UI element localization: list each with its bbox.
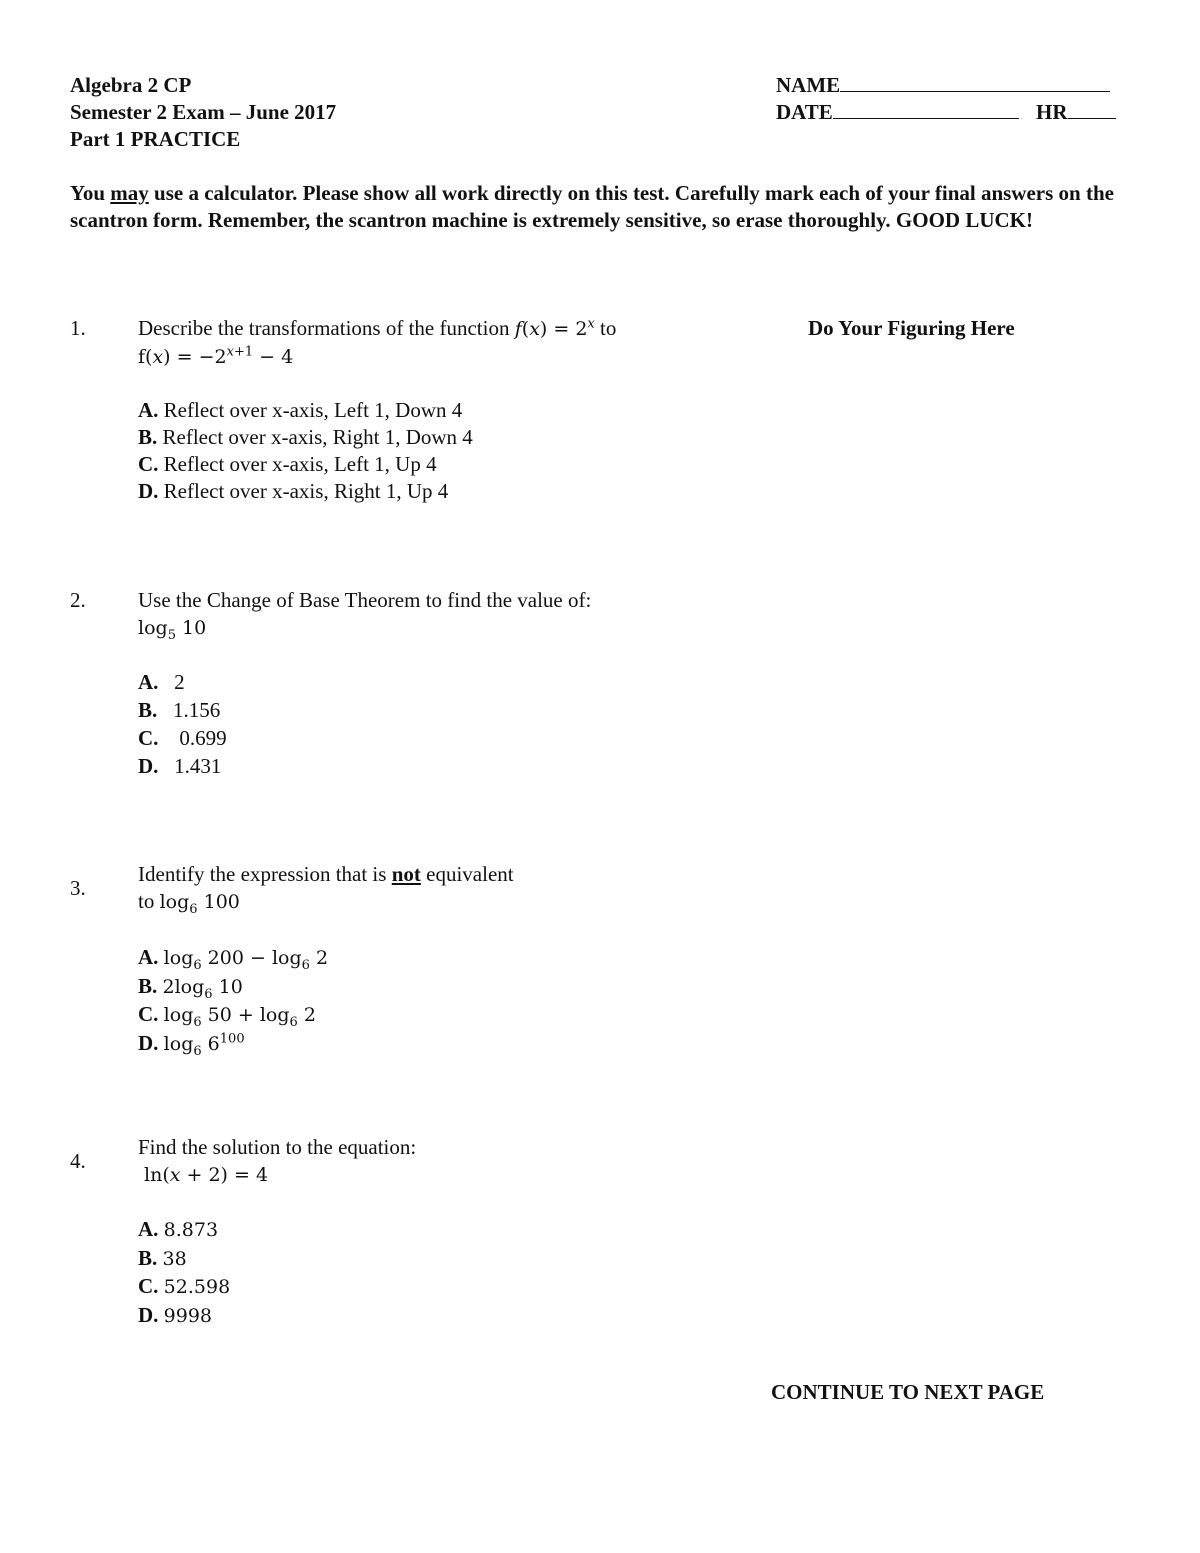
- question-3-options: [138, 944, 328, 1058]
- option-label: B.: [138, 973, 158, 998]
- option-label: D.: [138, 479, 159, 503]
- option-text: 52.598: [163, 1276, 231, 1298]
- hr-blank[interactable]: [1068, 99, 1116, 119]
- name-label: NAME: [776, 73, 841, 97]
- course-title: Algebra 2 CP: [70, 73, 192, 97]
- question-1-number: 1.: [70, 316, 86, 340]
- option-math: $\log_6 50 + \log_6 2$: [163, 1004, 316, 1030]
- option-text: 38: [162, 1247, 187, 1270]
- option-label: D.: [138, 1030, 159, 1055]
- option-1c[interactable]: [138, 451, 473, 478]
- option-1a[interactable]: [138, 397, 473, 424]
- question-3-prompt-emph: not: [391, 862, 421, 886]
- option-2a[interactable]: [138, 668, 227, 696]
- question-1-options: [138, 397, 473, 505]
- part-title: Part 1 PRACTICE: [70, 127, 241, 151]
- question-3-prompt-post: equivalent: [420, 862, 514, 886]
- question-1-prompt: Describe the transformations of the function: [138, 316, 515, 340]
- option-text: 2: [174, 670, 185, 694]
- name-blank[interactable]: [840, 72, 1110, 92]
- option-text: 9998: [163, 1304, 213, 1327]
- question-3-number: 3.: [70, 876, 86, 900]
- option-label: A.: [138, 398, 159, 422]
- option-math: $2\log_6$ 10: [162, 975, 243, 1002]
- question-4-options: [138, 1216, 230, 1330]
- figuring-label: Do Your Figuring Here: [808, 316, 1015, 340]
- option-1b[interactable]: [138, 424, 473, 451]
- option-1d[interactable]: [138, 478, 473, 505]
- option-4c[interactable]: [138, 1273, 230, 1302]
- option-text: 8.873: [163, 1219, 219, 1241]
- option-label: C.: [138, 726, 159, 750]
- option-math: $\log_6 6^{100}$: [163, 1031, 245, 1059]
- question-1-text: [138, 315, 738, 371]
- question-3-text: [138, 861, 758, 916]
- option-label: B.: [138, 698, 158, 722]
- option-2c[interactable]: [138, 724, 227, 752]
- hr-label: HR: [1036, 100, 1068, 124]
- option-math: $\log_6 200 - \log_6 2$: [163, 947, 329, 973]
- question-2-options: [138, 668, 227, 780]
- option-text: Reflect over x-axis, Left 1, Up 4: [163, 452, 437, 476]
- exam-title: Semester 2 Exam – June 2017: [70, 100, 337, 124]
- question-4-prompt: Find the solution to the equation:: [138, 1135, 417, 1159]
- option-text: Reflect over x-axis, Right 1, Down 4: [162, 425, 473, 449]
- option-4d[interactable]: [138, 1302, 230, 1331]
- question-2-math: $\log_5 10$: [138, 617, 207, 643]
- question-4-math: ln(x + 2) = 4: [144, 1164, 269, 1186]
- option-label: D.: [138, 754, 159, 778]
- option-3a[interactable]: [138, 944, 328, 973]
- question-4-number: 4.: [70, 1149, 86, 1173]
- instructions-post: use a calculator. Please show all work directly on this test. Carefully mark each of your final answers on the scantron form. Remember, the scantron machine is extremely sensitive, so erase thoroughly. GOOD LUCK!: [70, 181, 1114, 232]
- option-text: Reflect over x-axis, Left 1, Down 4: [163, 398, 463, 422]
- option-text: 1.431: [174, 754, 222, 778]
- option-4b[interactable]: [138, 1245, 230, 1274]
- option-label: D.: [138, 1302, 159, 1327]
- option-4a[interactable]: [138, 1216, 230, 1245]
- question-4-text: [138, 1134, 758, 1189]
- question-1-math-target: $f(x) = -2^{x+1} - 4$: [138, 344, 294, 368]
- question-1-prompt-end: to: [594, 316, 617, 340]
- date-label: DATE: [776, 100, 833, 124]
- question-2-text: [138, 587, 758, 642]
- option-text: 1.156: [173, 698, 221, 722]
- option-label: A.: [138, 945, 159, 969]
- instructions-pre: You: [70, 181, 111, 205]
- option-label: C.: [138, 1002, 159, 1026]
- option-label: C.: [138, 452, 159, 476]
- question-3-math: $\log_6 100$: [159, 891, 240, 917]
- option-label: B.: [138, 425, 158, 449]
- option-2b[interactable]: [138, 696, 227, 724]
- option-3c[interactable]: [138, 1001, 328, 1030]
- option-3b[interactable]: [138, 973, 328, 1002]
- date-field[interactable]: [776, 99, 1116, 126]
- option-label: A.: [138, 670, 159, 694]
- question-2-prompt: Use the Change of Base Theorem to find the value of:: [138, 588, 592, 612]
- name-field[interactable]: [776, 72, 1110, 99]
- instructions-emph: may: [110, 181, 149, 205]
- option-label: B.: [138, 1245, 158, 1270]
- continue-footer: CONTINUE TO NEXT PAGE: [771, 1380, 1045, 1404]
- instructions: [70, 180, 1130, 234]
- option-text: Reflect over x-axis, Right 1, Up 4: [163, 479, 449, 503]
- question-2-number: 2.: [70, 588, 86, 612]
- option-3d[interactable]: [138, 1030, 328, 1059]
- date-blank[interactable]: [833, 99, 1019, 119]
- question-1-math-parent: $f(x) = 2^x$: [514, 316, 595, 340]
- question-3-prompt-line2: to: [138, 889, 160, 913]
- option-text: 0.699: [179, 726, 227, 750]
- option-label: A.: [138, 1217, 159, 1241]
- option-label: C.: [138, 1274, 159, 1298]
- option-2d[interactable]: [138, 752, 227, 780]
- question-3-prompt-pre: Identify the expression that is: [138, 862, 392, 886]
